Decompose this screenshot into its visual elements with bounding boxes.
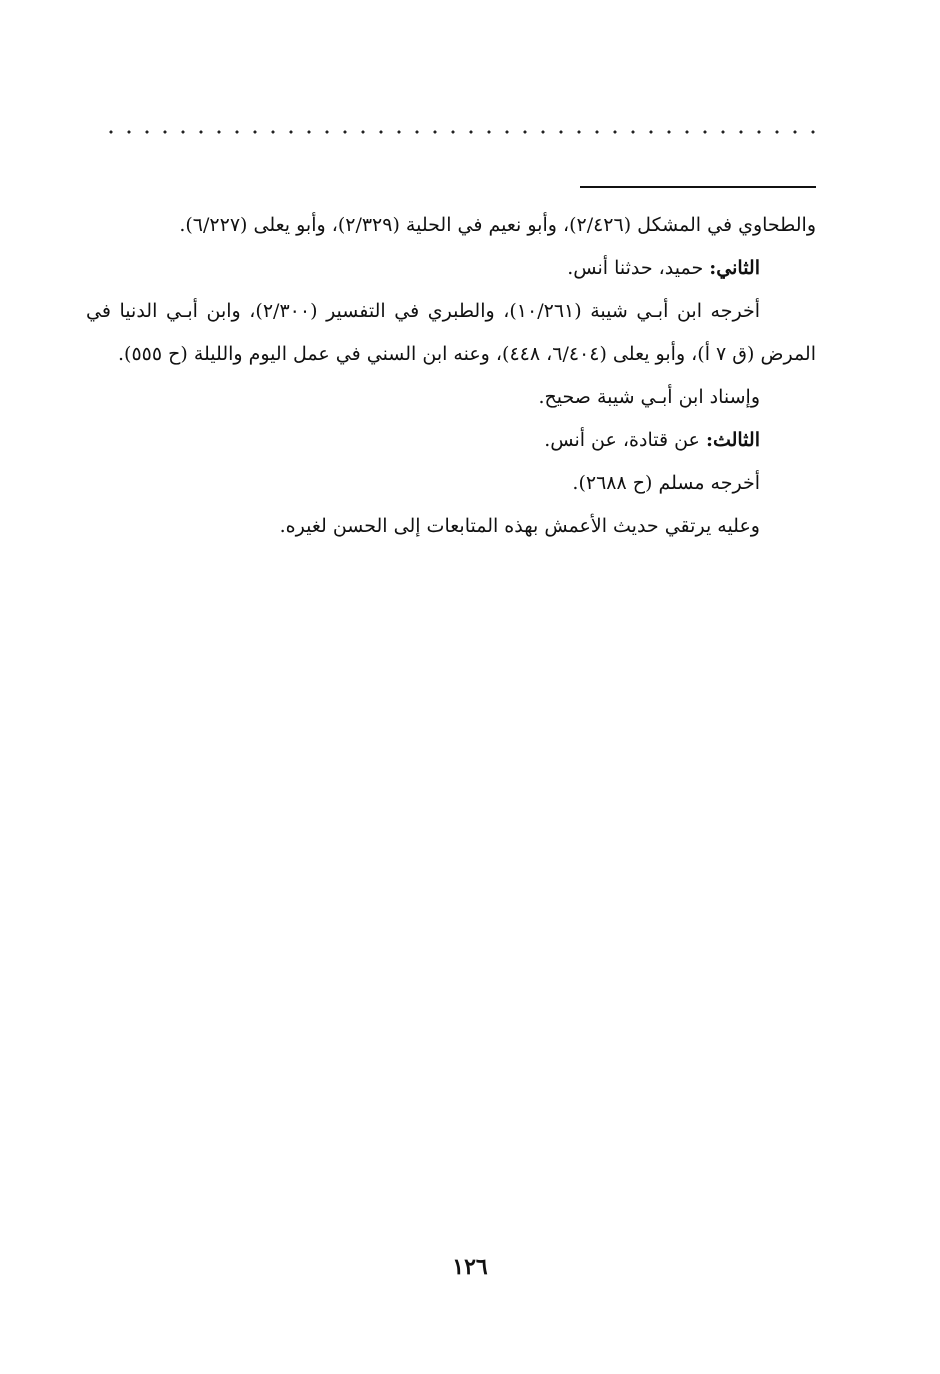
dotted-separator — [102, 130, 818, 134]
paragraph-3: أخرجه ابن أبـي شيبة (١٠/٢٦١)، والطبري في التفسير (٢/٣٠٠)، وابن أبـي الدنيا في المرض (ق ٧ أ)، وأبو يعلى (٦/٤٠٤، ٤٤٨)، وعنه ابن السني في عمل اليوم والليلة (ح ٥٥٥). — [86, 300, 816, 365]
page-number: ١٢٦ — [452, 1254, 488, 1280]
paragraph-7: وعليه يرتقي حديث الأعمش بهذه المتابعات إلى الحسن لغيره. — [279, 515, 760, 537]
paragraph-4: وإسناد ابن أبـي شيبة صحيح. — [538, 386, 760, 408]
paragraph-5 — [86, 419, 816, 462]
footnote-separator — [580, 186, 816, 188]
paragraph-5-text: عن قتادة، عن أنس. — [544, 429, 706, 451]
paragraph-2-text: حميد، حدثنا أنس. — [567, 257, 710, 279]
paragraph-2 — [86, 247, 816, 290]
paragraph-5-label: الثالث: — [705, 429, 760, 451]
paragraph-6: أخرجه مسلم (ح ٢٦٨٨). — [572, 472, 760, 494]
paragraph-2-label: الثاني: — [709, 257, 760, 279]
paragraph-1: والطحاوي في المشكل (٢/٤٢٦)، وأبو نعيم في الحلية (٢/٣٢٩)، وأبو يعلى (٦/٢٢٧). — [179, 214, 816, 236]
footnote-body — [86, 204, 816, 548]
